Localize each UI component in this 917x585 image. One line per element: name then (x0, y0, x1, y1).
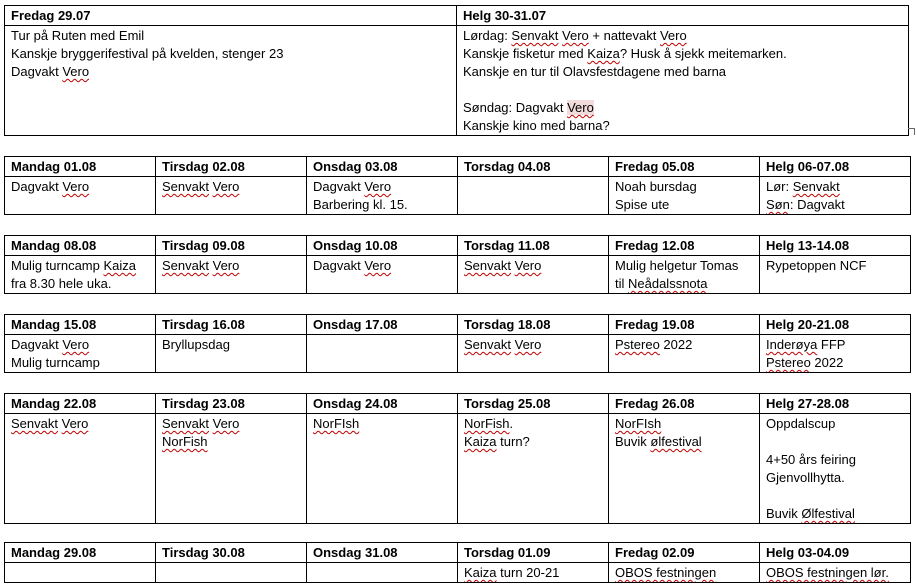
cell-line (11, 45, 450, 63)
text-run: turn? (496, 434, 530, 449)
text-run: Kanskje kino med barna? (463, 118, 610, 133)
day-header: Helg 03-04.09 (760, 543, 911, 563)
cell-line (11, 178, 149, 196)
day-header: Mandag 08.08 (5, 236, 156, 256)
cell-line (11, 63, 450, 81)
week-table (4, 156, 911, 215)
spellcheck-word: Søn (766, 197, 790, 212)
text-run: Søndag: Dagvakt (463, 100, 568, 115)
spellcheck-word: NorFish (162, 434, 208, 449)
spellcheck-word: Vero (62, 64, 90, 79)
cell-line (11, 275, 149, 293)
day-header: Helg 20-21.08 (760, 315, 911, 335)
day-header: Tirsdag 02.08 (156, 157, 307, 177)
week-table (4, 542, 911, 583)
day-cell[interactable] (609, 177, 760, 215)
day-cell[interactable] (307, 563, 458, 583)
spellcheck-word: Senvakt (792, 179, 840, 194)
day-cell[interactable] (609, 335, 760, 373)
cell-line (11, 27, 450, 45)
spellcheck-word: Vero (212, 258, 240, 273)
cell-line (162, 178, 300, 196)
day-cell[interactable] (609, 563, 760, 583)
cell-line (766, 354, 904, 372)
text-run: Kanskje bryggerifestival på kvelden, stenger 23 (11, 46, 284, 61)
cell-line (615, 257, 753, 275)
spellcheck-word: Vero (659, 28, 687, 43)
day-header: Helg 06-07.08 (760, 157, 911, 177)
cell-line (11, 257, 149, 275)
cell-line (11, 354, 149, 372)
cell-line (766, 469, 904, 487)
spellcheck-word: Pstereo (615, 337, 660, 352)
day-header: Fredag 12.08 (609, 236, 760, 256)
cell-line (766, 196, 904, 214)
day-cell[interactable] (458, 563, 609, 583)
day-cell[interactable] (609, 414, 760, 524)
cell-line (313, 196, 451, 214)
spellcheck-word: Inderøya (766, 337, 818, 352)
day-cell[interactable] (760, 563, 911, 583)
day-header: Onsdag 17.08 (307, 315, 458, 335)
text-run: FFP (817, 337, 846, 352)
spellcheck-word: Kaiza (464, 565, 497, 580)
spellcheck-word: Senvakt (464, 337, 511, 352)
cell-line (464, 433, 602, 451)
spellcheck-word: NorFish (464, 416, 510, 431)
text-run: . (509, 416, 514, 431)
day-cell[interactable] (5, 335, 156, 373)
spellcheck-word: Senvakt (162, 258, 209, 273)
week-table (4, 314, 911, 373)
day-cell[interactable] (760, 177, 911, 215)
cell-line (464, 257, 602, 275)
day-cell[interactable] (307, 335, 458, 373)
day-cell[interactable] (156, 177, 307, 215)
day-cell[interactable] (458, 256, 609, 294)
cell-line (615, 564, 753, 582)
spellcheck-word: Vero (514, 337, 542, 352)
text-run: Tur på Ruten med Emil (11, 28, 145, 43)
day-header: Tirsdag 23.08 (156, 394, 307, 414)
spellcheck-word: OBOS festningen lør. (766, 565, 889, 580)
spellcheck-word: OBOS festningen (615, 565, 717, 580)
spellcheck-word: Ølfestival (801, 506, 855, 521)
day-header: Onsdag 24.08 (307, 394, 458, 414)
text-run: + nattevakt (588, 28, 660, 43)
cell-line (766, 487, 904, 505)
spellcheck-word: Vero (562, 28, 589, 43)
cell-line (11, 415, 149, 433)
text-run: Dagvakt (11, 337, 63, 352)
day-header: Fredag 19.08 (609, 315, 760, 335)
spellcheck-word: Senvakt (464, 258, 511, 273)
text-run: Gjenvollhytta. (766, 470, 845, 485)
cell-line (766, 451, 904, 469)
day-cell[interactable] (760, 414, 911, 524)
spellcheck-word: Vero (62, 337, 90, 352)
text-run: 2022 (810, 355, 844, 370)
day-header: Mandag 01.08 (5, 157, 156, 177)
spellcheck-word: Senvakt (511, 28, 559, 43)
day-header: Helg 30-31.07 (457, 6, 909, 26)
top-table (4, 5, 909, 136)
text-run: turn 20-21 (496, 565, 560, 580)
text-run: Noah bursdag (615, 179, 697, 194)
text-run: Kanskje fisketur med (463, 46, 588, 61)
text-run: Dagvakt (11, 64, 63, 79)
cell-line (766, 178, 904, 196)
day-header: Torsdag 04.08 (458, 157, 609, 177)
day-header: Torsdag 18.08 (458, 315, 609, 335)
text-run: Spise ute (615, 197, 670, 212)
text-run: Dagvakt (313, 179, 365, 194)
day-header: Torsdag 25.08 (458, 394, 609, 414)
day-cell[interactable] (5, 414, 156, 524)
spellcheck-word: NorFIsh (313, 416, 360, 431)
text-run: Buvik (766, 506, 802, 521)
day-cell[interactable] (156, 256, 307, 294)
cell-line (615, 178, 753, 196)
cell-line (615, 336, 753, 354)
text-run: fra 8.30 hele uka. (11, 276, 112, 291)
cell-line (463, 99, 902, 117)
text-run: Mulig helgetur Tomas (615, 258, 739, 273)
cell-line (463, 63, 902, 81)
text-run: Barbering kl. 15. (313, 197, 408, 212)
day-cell[interactable] (156, 563, 307, 583)
text-run: Buvik (615, 434, 651, 449)
spellcheck-word: Vero (62, 179, 90, 194)
day-header: Mandag 29.08 (5, 543, 156, 563)
day-cell[interactable] (458, 414, 609, 524)
text-run: Rypetoppen NCF (766, 258, 867, 273)
day-cell[interactable] (458, 335, 609, 373)
day-cell[interactable] (5, 177, 156, 215)
spellcheck-word: ølfestival (650, 434, 702, 449)
cell-line (463, 117, 902, 135)
cell-line (615, 275, 753, 293)
cell-line (162, 257, 300, 275)
cell-line (615, 196, 753, 214)
day-header: Tirsdag 30.08 (156, 543, 307, 563)
text-run: Lørdag: (463, 28, 512, 43)
day-header: Fredag 02.09 (609, 543, 760, 563)
day-cell[interactable] (5, 563, 156, 583)
cell-line (313, 178, 451, 196)
day-cell[interactable] (457, 26, 909, 136)
text-run: Dagvakt (11, 179, 63, 194)
text-run: Mulig turncamp (11, 258, 104, 273)
day-cell[interactable] (156, 335, 307, 373)
day-header: Tirsdag 09.08 (156, 236, 307, 256)
cell-line (615, 415, 753, 433)
text-run: 4+50 års feiring (766, 452, 856, 467)
day-cell[interactable] (307, 256, 458, 294)
cell-line (464, 564, 602, 582)
cell-line (766, 415, 904, 433)
day-header: Fredag 29.07 (5, 6, 457, 26)
spellcheck-word: Kaiza (587, 46, 620, 61)
day-header: Onsdag 10.08 (307, 236, 458, 256)
text-run: : Dagvakt (789, 197, 845, 212)
day-cell[interactable] (760, 335, 911, 373)
day-header: Fredag 05.08 (609, 157, 760, 177)
spellcheck-word: Kaiza (464, 434, 497, 449)
cell-line (766, 336, 904, 354)
spellcheck-word: Vero (514, 258, 542, 273)
cell-line (615, 433, 753, 451)
text-run: 2022 (659, 337, 693, 352)
day-cell[interactable] (609, 256, 760, 294)
day-header: Torsdag 01.09 (458, 543, 609, 563)
table-end-mark (908, 128, 915, 135)
spellcheck-word: Vero (212, 179, 240, 194)
cell-line (463, 45, 902, 63)
spellcheck-word: Senvakt (162, 179, 209, 194)
spellcheck-word: Vero (61, 416, 89, 431)
day-cell[interactable] (156, 414, 307, 524)
spellcheck-word: Vero (364, 258, 392, 273)
cell-line (313, 415, 451, 433)
day-cell[interactable] (760, 256, 911, 294)
day-header: Onsdag 03.08 (307, 157, 458, 177)
spellcheck-word: Senvakt (11, 416, 58, 431)
day-header: Onsdag 31.08 (307, 543, 458, 563)
spellcheck-word: Senvakt (162, 416, 209, 431)
cell-line (464, 336, 602, 354)
cell-line (766, 257, 904, 275)
day-header: Mandag 15.08 (5, 315, 156, 335)
spellcheck-word: Vero (567, 100, 594, 115)
spellcheck-word: Vero (212, 416, 240, 431)
text-run: Oppdalscup (766, 416, 836, 431)
day-cell[interactable] (5, 256, 156, 294)
text-run: Lør: (766, 179, 793, 194)
week-table (4, 393, 911, 524)
day-header: Mandag 22.08 (5, 394, 156, 414)
cell-line (766, 505, 904, 523)
day-header: Helg 13-14.08 (760, 236, 911, 256)
cell-line (766, 433, 904, 451)
text-run: ? Husk å sjekk meitemarken. (619, 46, 787, 61)
spellcheck-word: Pstereo (766, 355, 811, 370)
cell-line (162, 433, 300, 451)
cell-line (313, 257, 451, 275)
day-header: Torsdag 11.08 (458, 236, 609, 256)
cell-line (11, 336, 149, 354)
text-run: Bryllupsdag (162, 337, 230, 352)
cell-line (464, 415, 602, 433)
spellcheck-word: Kaiza (103, 258, 137, 273)
text-run: til (615, 276, 628, 291)
day-header: Helg 27-28.08 (760, 394, 911, 414)
day-cell[interactable] (458, 177, 609, 215)
text-run: Dagvakt (313, 258, 365, 273)
day-header: Tirsdag 16.08 (156, 315, 307, 335)
text-run: Mulig turncamp (11, 355, 100, 370)
day-cell[interactable] (307, 414, 458, 524)
week-table (4, 235, 911, 294)
day-cell[interactable] (5, 26, 457, 136)
spellcheck-word: Vero (364, 179, 392, 194)
cell-line (463, 81, 902, 99)
cell-line (766, 564, 904, 582)
spellcheck-word: Neådalssnota (628, 276, 708, 291)
day-cell[interactable] (307, 177, 458, 215)
cell-line (162, 336, 300, 354)
day-header: Fredag 26.08 (609, 394, 760, 414)
cell-line (162, 415, 300, 433)
cell-line (463, 27, 902, 45)
spellcheck-word: NorFIsh (615, 416, 662, 431)
text-run: Kanskje en tur til Olavsfestdagene med barna (463, 64, 727, 79)
